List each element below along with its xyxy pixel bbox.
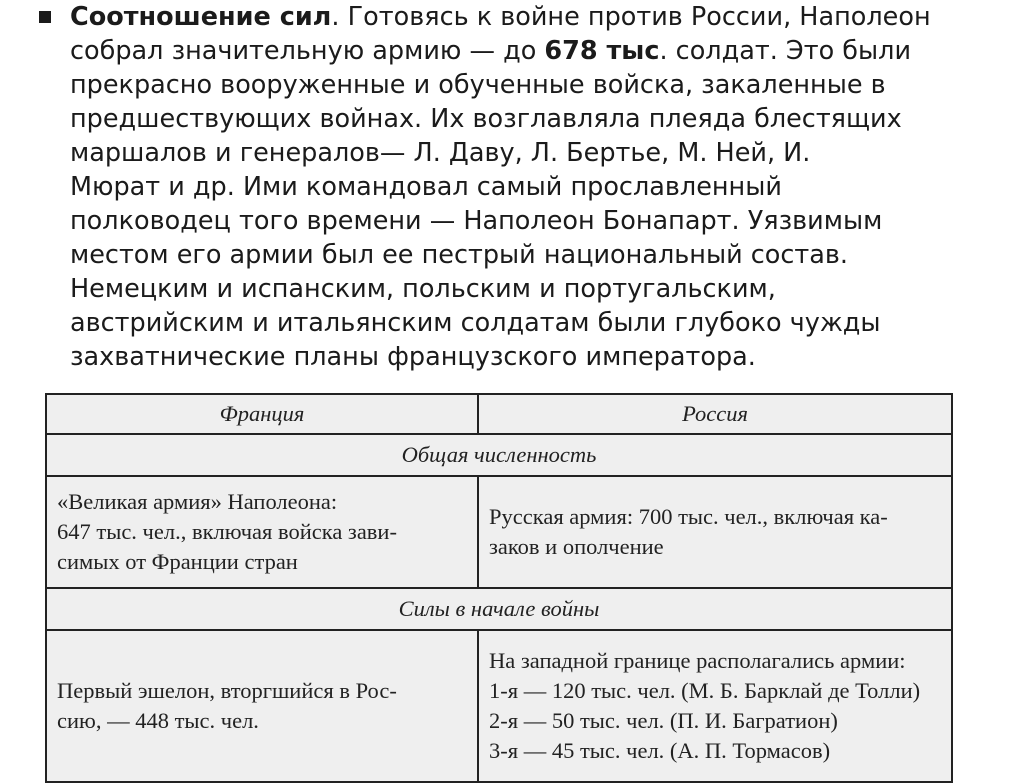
table-row-total [46,476,952,588]
paragraph-line-2: собрал значительную армию — до 678 тыс. солдат. Это были [70,36,912,66]
cell-total-france: «Великая армия» Наполеона: 647 тыс. чел., включая войска зави- симых от Франции стран [46,476,478,588]
paragraph-heading: Соотношение сил [70,2,332,32]
header-russia: Россия [478,394,952,434]
header-france: Франция [46,394,478,434]
paragraph-line-9: Немецким и испанским, польским и португальским, [70,274,776,304]
paragraph-line-7: полководец того времени — Наполеон Бонапарт. Уязвимым [70,206,883,236]
paragraph-line-3: прекрасно вооруженные и обученные войска, закаленные в [70,70,886,100]
paragraph-line-8: местом его армии был ее пестрый национальный состав. [70,240,849,270]
section-start-label: Силы в начале войны [46,588,952,630]
main-paragraph [38,0,998,374]
table-header-row [46,394,952,434]
paragraph-line-10: австрийским и итальянским солдатам были глубоко чужды [70,308,881,338]
paragraph-line-4: предшествующих войнах. Их возглавляла плеяда блестящих [70,104,902,134]
section-row-start [46,588,952,630]
section-total-label: Общая численность [46,434,952,476]
forces-table-image [45,393,953,773]
paragraph-line-1: Соотношение сил. Готовясь к войне против России, Наполеон [70,2,931,32]
section-row-total [46,434,952,476]
paragraph-line-6: Мюрат и др. Ими командовал самый прославленный [70,172,782,202]
army-size-figure: 678 тыс [544,36,660,66]
table-row-start [46,630,952,782]
cell-start-france: Первый эшелон, вторгшийся в Рос- сию, — 448 тыс. чел. [46,630,478,782]
paragraph-line-11: захватнические планы французского императора. [70,342,756,372]
cell-total-russia: Русская армия: 700 тыс. чел., включая ка- заков и ополчение [478,476,952,588]
cell-start-russia: На западной границе располагались армии: 1-я — 120 тыс. чел. (М. Б. Барклай де Толли) 2-я — 50 тыс. чел. (П. И. Багратион) 3-я — 45 тыс. чел. (А. П. Тормасов) [478,630,952,782]
forces-table [45,393,953,783]
paragraph-line-5: маршалов и генералов— Л. Даву, Л. Бертье, М. Ней, И. [70,138,811,168]
